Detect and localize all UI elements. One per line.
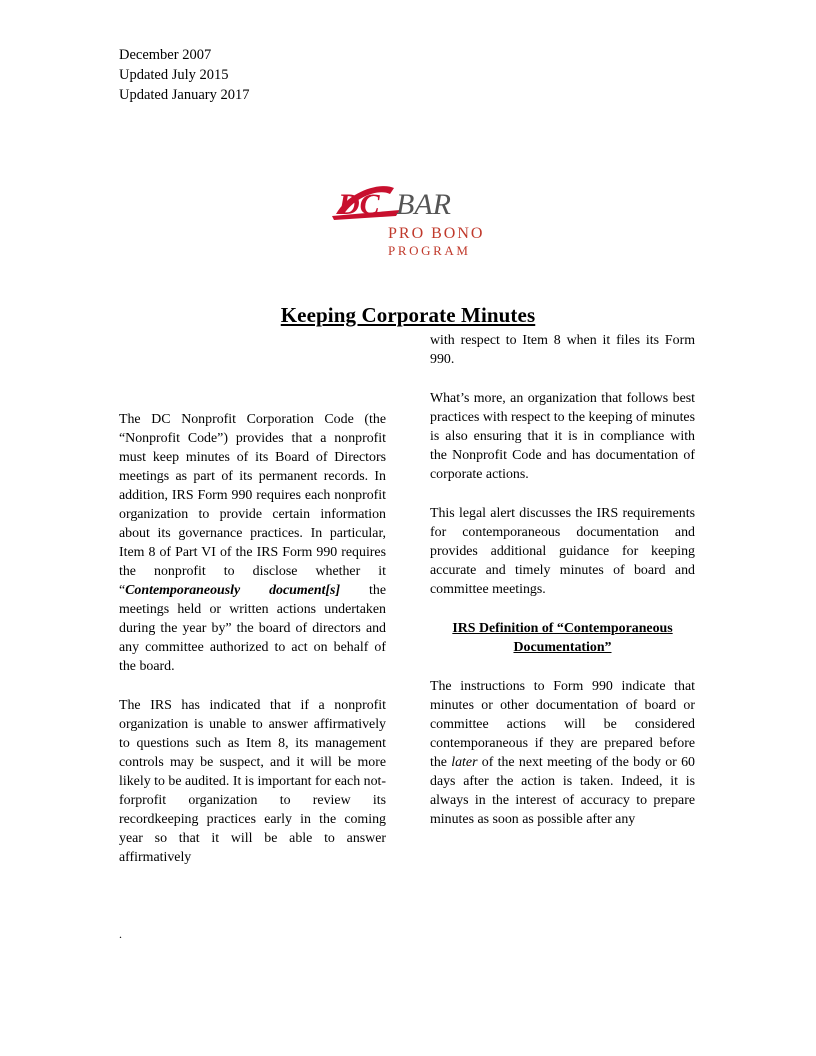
document-dates <box>119 45 249 105</box>
dc-letters: DC <box>338 188 380 221</box>
right-column <box>430 331 695 829</box>
emphasis-text: later <box>451 755 478 770</box>
paragraph: The instructions to Form 990 indicate that minutes or other documentation of board or committee actions will be considered contemporaneous if they are prepared before the later of the next meeting of the body or 60 days after the action is taken. Indeed, it is always in the interest of accuracy to prepare minutes as soon as possible after any <box>430 679 695 827</box>
stray-dot: . <box>119 927 122 941</box>
pro-bono-text: PRO BONO <box>388 225 485 242</box>
dc-mark <box>332 186 400 221</box>
dc-bar-pro-bono-logo <box>330 180 520 260</box>
paragraph: The IRS has indicated that if a nonprofit organization is unable to answer affirmatively to questions such as Item 8, its management controls may be suspect, and it will be more likely to be audited. It is important for each not-forprofit organization to review its recordkeeping practices early in the coming year so that it will be able to answer affirmatively <box>119 698 386 865</box>
paragraph: What’s more, an organization that follows best practices with respect to the keeping of minutes is also ensuring that it is in compliance with the Nonprofit Code and has documentation of corporate actions. <box>430 391 695 482</box>
program-text: PROGRAM <box>388 243 471 258</box>
bar-letters: BAR <box>396 188 451 221</box>
page-title: Keeping Corporate Minutes <box>280 303 536 327</box>
date-line: December 2007 <box>119 47 212 63</box>
left-column <box>119 410 386 867</box>
date-line: Updated January 2017 <box>119 87 250 103</box>
paragraph: with respect to Item 8 when it files its Form 990. <box>430 333 695 367</box>
emphasis-text: Contemporaneously document[s] <box>125 583 341 598</box>
paragraph: The DC Nonprofit Corporation Code (the “Nonprofit Code”) provides that a nonprofit must keep minutes of its Board of Directors meetings as part of its permanent records. In addition, IRS Form 990 requires each nonprofit organization to provide certain information about its governance practices. In particular, Item 8 of Part VI of the IRS Form 990 requires the nonprofit to disclose whether it “Contemporaneously document[s] the meetings held or written actions undertaken during the year by” the board of directors and any committee authorized to act on behalf of the board. <box>119 412 386 674</box>
date-line: Updated July 2015 <box>119 67 229 83</box>
section-heading: IRS Definition of “Contemporaneous Documentation” <box>452 621 673 655</box>
paragraph: This legal alert discusses the IRS requirements for contemporaneous documentation and provides additional guidance for keeping accurate and timely minutes of board and committee meetings. <box>430 506 695 597</box>
